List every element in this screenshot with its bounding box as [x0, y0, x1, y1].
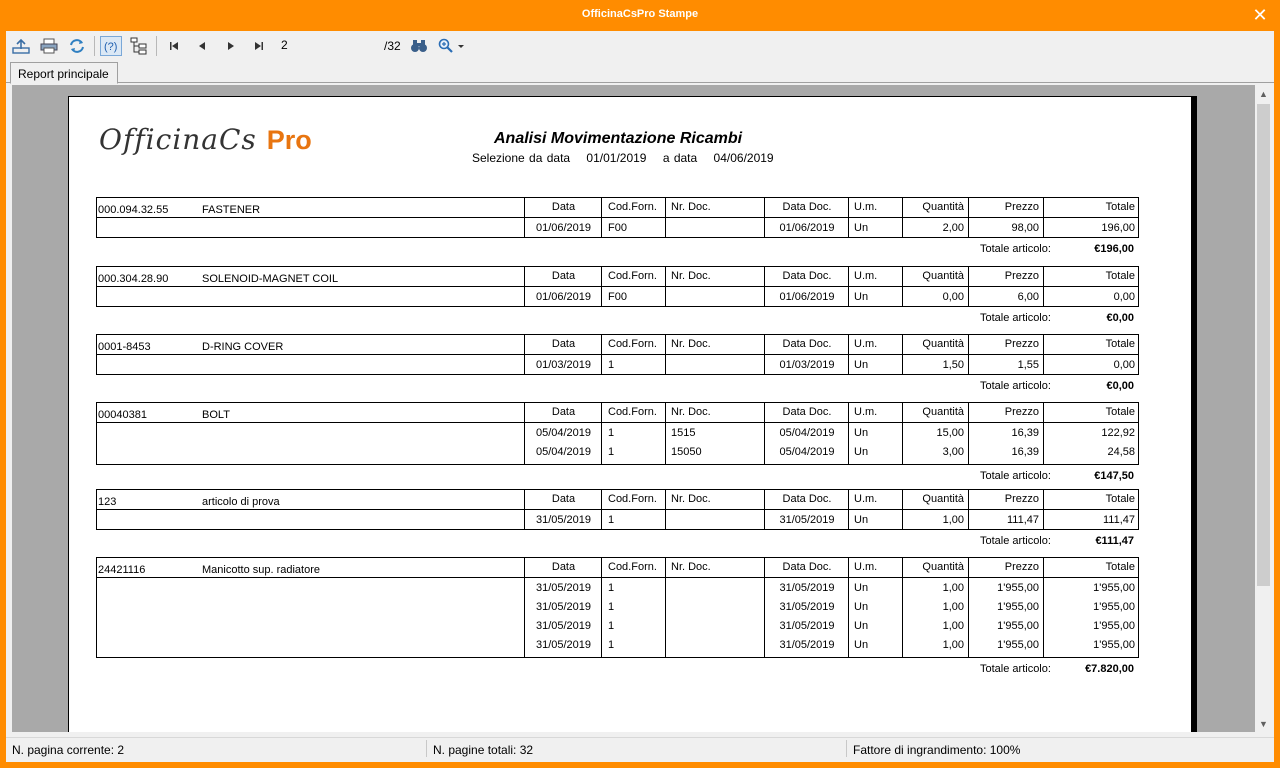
table-row [97, 218, 1138, 237]
column-header: Quantità [922, 338, 964, 350]
article-table [96, 402, 1139, 465]
cell-total: 122,92 [1101, 427, 1135, 439]
export-icon [12, 38, 30, 54]
table-row [97, 510, 1138, 529]
column-header: Totale [1105, 493, 1135, 505]
scroll-down-icon[interactable]: ▼ [1259, 718, 1268, 729]
column-header: Cod.Forn. [608, 270, 657, 282]
column-divider [524, 335, 525, 374]
article-code: 000.304.28.90 [98, 273, 169, 285]
article-name: Manicotto sup. radiatore [202, 564, 321, 576]
column-header: U.m. [854, 270, 878, 282]
column-header: Nr. Doc. [671, 338, 711, 350]
report-selection [472, 151, 786, 165]
status-current-page: N. pagina corrente: 2 [12, 743, 125, 757]
column-divider [902, 403, 903, 464]
column-header: U.m. [854, 406, 878, 418]
window-title: OfficinaCsPro Stampe [581, 8, 699, 20]
column-header: Prezzo [1004, 201, 1039, 213]
cell-supplier-code: 1 [608, 427, 615, 439]
article-table [96, 557, 1139, 658]
column-header: Data [551, 201, 576, 213]
column-divider [1043, 267, 1044, 306]
column-header: Data Doc. [782, 338, 832, 350]
cell-price: 111,47 [1006, 514, 1039, 526]
toolbar-separator [156, 36, 157, 56]
tree-view-button[interactable] [128, 36, 150, 56]
article-name: D-RING COVER [202, 341, 284, 353]
column-header: Data Doc. [782, 406, 832, 418]
last-page-button[interactable] [248, 36, 270, 56]
cell-unit: Un [854, 582, 869, 594]
cell-doc-date: 01/06/2019 [779, 222, 835, 234]
column-divider [902, 558, 903, 657]
column-divider [665, 267, 666, 306]
status-bar [6, 737, 1274, 758]
table-row [97, 616, 1138, 635]
date-to-label: a data [662, 151, 698, 165]
cell-supplier-code: 1 [608, 601, 615, 613]
column-divider [524, 198, 525, 237]
zoom-icon [438, 38, 454, 54]
scroll-up-icon[interactable]: ▲ [1259, 88, 1268, 99]
svg-text:(?): (?) [104, 41, 118, 53]
column-divider [601, 558, 602, 657]
status-total-pages: N. pagine totali: 32 [433, 743, 534, 757]
column-header: Data Doc. [782, 493, 832, 505]
total-value: €147,50 [1094, 470, 1134, 482]
cell-total: 0,00 [1113, 359, 1135, 371]
print-button[interactable] [38, 36, 60, 56]
chevron-down-icon [457, 42, 465, 50]
column-divider [524, 490, 525, 529]
column-divider [968, 558, 969, 657]
article-code: 00040381 [98, 409, 147, 421]
date-to: 04/06/2019 [713, 151, 774, 165]
cell-supplier-code: 1 [608, 620, 615, 632]
column-divider [764, 558, 765, 657]
total-label: Totale articolo: [980, 535, 1051, 547]
officinacs-logo [99, 123, 312, 156]
cell-quantity: 1,00 [942, 514, 964, 526]
article-code: 24421116 [98, 564, 146, 576]
column-header: Prezzo [1004, 406, 1039, 418]
cell-supplier-code: 1 [608, 639, 615, 651]
column-divider [902, 490, 903, 529]
column-header: Data Doc. [782, 561, 832, 573]
page-number-input[interactable] [279, 37, 379, 53]
column-divider [764, 403, 765, 464]
column-divider [968, 198, 969, 237]
cell-quantity: 3,00 [942, 446, 964, 458]
total-value: €111,47 [1095, 535, 1134, 547]
next-page-button[interactable] [220, 36, 242, 56]
article-code: 123 [98, 496, 117, 508]
column-divider [524, 558, 525, 657]
report-page [68, 96, 1192, 732]
cell-unit: Un [854, 291, 869, 303]
title-bar [0, 0, 1280, 31]
cell-doc-number: 1515 [671, 427, 696, 439]
article-total [96, 238, 1139, 258]
article-name: SOLENOID-MAGNET COIL [202, 273, 339, 285]
help-button[interactable] [100, 36, 122, 56]
column-header: Quantità [922, 406, 964, 418]
column-header: Nr. Doc. [671, 201, 711, 213]
cell-date: 05/04/2019 [535, 427, 592, 439]
article-header-row [97, 267, 1138, 287]
column-divider [1043, 403, 1044, 464]
help-icon [102, 38, 120, 54]
toolbar [6, 31, 1274, 60]
cell-supplier-code: 1 [608, 446, 615, 458]
cell-unit: Un [854, 222, 869, 234]
column-divider [764, 267, 765, 306]
column-header: Prezzo [1004, 493, 1039, 505]
previous-page-button[interactable] [191, 36, 213, 56]
article-block [96, 557, 1139, 678]
cell-date: 01/06/2019 [535, 222, 592, 234]
column-header: Totale [1105, 201, 1135, 213]
cell-total: 111,47 [1102, 514, 1135, 526]
cell-price: 6,00 [1017, 291, 1039, 303]
vertical-scrollbar[interactable] [1255, 85, 1272, 732]
cell-quantity: 1,00 [942, 620, 964, 632]
article-block [96, 334, 1139, 395]
cell-unit: Un [854, 639, 869, 651]
cell-supplier-code: 1 [608, 582, 615, 594]
search-button[interactable] [408, 36, 430, 56]
cell-total: 1'955,00 [1093, 582, 1135, 594]
column-divider [1043, 490, 1044, 529]
table-row [97, 423, 1138, 442]
cell-price: 1'955,00 [997, 639, 1039, 651]
column-header: Data [551, 561, 576, 573]
table-row [97, 578, 1138, 597]
article-block [96, 402, 1139, 485]
column-header: Cod.Forn. [608, 201, 657, 213]
article-table [96, 197, 1139, 238]
column-header: U.m. [854, 493, 878, 505]
total-label: Totale articolo: [980, 663, 1051, 675]
table-row [97, 635, 1138, 654]
first-page-icon [168, 40, 180, 52]
cell-total: 196,00 [1101, 222, 1135, 234]
column-divider [968, 490, 969, 529]
client-area [6, 31, 1274, 762]
column-header: Cod.Forn. [608, 406, 657, 418]
tree-icon [130, 37, 148, 55]
article-rows [97, 355, 1138, 374]
cell-price: 16,39 [1011, 427, 1039, 439]
column-header: Cod.Forn. [608, 561, 657, 573]
article-block [96, 197, 1139, 258]
column-divider [902, 267, 903, 306]
column-header: Quantità [922, 561, 964, 573]
cell-price: 16,39 [1011, 446, 1039, 458]
cell-date: 31/05/2019 [535, 601, 592, 613]
cell-price: 1,55 [1017, 359, 1039, 371]
article-block [96, 489, 1139, 550]
first-page-button[interactable] [163, 36, 185, 56]
cell-price: 1'955,00 [997, 601, 1039, 613]
total-label: Totale articolo: [980, 312, 1051, 324]
column-header: Quantità [922, 493, 964, 505]
column-divider [764, 490, 765, 529]
cell-doc-date: 31/05/2019 [779, 514, 835, 526]
cell-supplier-code: 1 [608, 359, 615, 371]
column-divider [848, 267, 849, 306]
cell-total: 1'955,00 [1093, 601, 1135, 613]
column-header: Data [551, 270, 576, 282]
cell-doc-date: 05/04/2019 [779, 427, 835, 439]
cell-unit: Un [854, 514, 869, 526]
column-header: Cod.Forn. [608, 493, 657, 505]
total-label: Totale articolo: [980, 380, 1051, 392]
cell-date: 01/06/2019 [535, 291, 592, 303]
article-total [96, 530, 1139, 550]
cell-quantity: 15,00 [936, 427, 964, 439]
column-divider [848, 558, 849, 657]
column-divider [665, 490, 666, 529]
cell-unit: Un [854, 446, 869, 458]
total-label: Totale articolo: [980, 243, 1051, 255]
table-row [97, 355, 1138, 374]
column-divider [848, 335, 849, 374]
article-rows [97, 218, 1138, 237]
cell-unit: Un [854, 601, 869, 613]
selection-label: Selezione da data [472, 151, 571, 165]
cell-doc-date: 31/05/2019 [779, 582, 835, 594]
column-header: Totale [1105, 338, 1135, 350]
column-header: Totale [1105, 561, 1135, 573]
cell-quantity: 1,00 [942, 639, 964, 651]
cell-date: 31/05/2019 [535, 582, 592, 594]
total-value: €196,00 [1094, 243, 1134, 255]
column-header: Quantità [922, 201, 964, 213]
article-total [96, 465, 1139, 485]
logo-pro: Pro [266, 125, 312, 155]
article-block [96, 266, 1139, 327]
column-header: Data Doc. [782, 270, 832, 282]
column-divider [968, 267, 969, 306]
cell-doc-number: 15050 [671, 446, 702, 458]
tab-strip [6, 60, 1274, 83]
column-header: Nr. Doc. [671, 406, 711, 418]
column-header: Totale [1105, 406, 1135, 418]
column-header: Data Doc. [782, 201, 832, 213]
article-name: BOLT [202, 409, 230, 421]
article-code: 000.094.32.55 [98, 204, 169, 216]
cell-date: 01/03/2019 [535, 359, 592, 371]
column-divider [524, 267, 525, 306]
close-icon[interactable]: ✕ [1252, 5, 1268, 25]
column-divider [1043, 558, 1044, 657]
article-header-row [97, 335, 1138, 355]
next-icon [225, 40, 237, 52]
article-header-row [97, 490, 1138, 510]
cell-doc-date: 01/06/2019 [779, 291, 835, 303]
toolbar-separator [94, 36, 95, 56]
column-divider [601, 403, 602, 464]
table-row [97, 442, 1138, 461]
status-separator [846, 740, 847, 757]
article-rows [97, 578, 1138, 657]
column-divider [902, 335, 903, 374]
cell-quantity: 2,00 [942, 222, 964, 234]
refresh-button[interactable] [66, 36, 88, 56]
cell-quantity: 1,00 [942, 582, 964, 594]
cell-total: 0,00 [1113, 291, 1135, 303]
page-total-label: /32 [384, 39, 401, 53]
column-divider [665, 198, 666, 237]
article-rows [97, 287, 1138, 306]
cell-total: 24,58 [1107, 446, 1135, 458]
article-table [96, 266, 1139, 307]
cell-quantity: 1,50 [942, 359, 964, 371]
cell-quantity: 0,00 [942, 291, 964, 303]
column-header: Quantità [922, 270, 964, 282]
column-header: Totale [1105, 270, 1135, 282]
cell-unit: Un [854, 427, 869, 439]
cell-total: 1'955,00 [1093, 620, 1135, 632]
column-divider [848, 403, 849, 464]
article-rows [97, 423, 1138, 464]
column-divider [601, 490, 602, 529]
column-divider [601, 198, 602, 237]
cell-supplier-code: F00 [608, 222, 627, 234]
cell-doc-date: 31/05/2019 [779, 620, 835, 632]
tab-report-principale[interactable]: Report principale [10, 62, 118, 84]
cell-unit: Un [854, 359, 869, 371]
column-divider [601, 267, 602, 306]
article-total [96, 307, 1139, 327]
column-divider [665, 558, 666, 657]
table-row [97, 287, 1138, 306]
binoculars-icon [410, 38, 428, 54]
zoom-dropdown-button[interactable] [436, 36, 466, 56]
column-divider [848, 490, 849, 529]
last-page-icon [253, 40, 265, 52]
column-header: Nr. Doc. [671, 493, 711, 505]
column-divider [524, 403, 525, 464]
cell-unit: Un [854, 620, 869, 632]
refresh-icon [68, 38, 86, 54]
column-header: Nr. Doc. [671, 561, 711, 573]
column-header: U.m. [854, 561, 878, 573]
column-divider [902, 198, 903, 237]
report-preview [12, 85, 1255, 732]
column-divider [848, 198, 849, 237]
column-divider [764, 198, 765, 237]
column-header: Data [551, 338, 576, 350]
scrollbar-thumb[interactable] [1257, 104, 1270, 586]
cell-doc-date: 05/04/2019 [779, 446, 835, 458]
status-separator [426, 740, 427, 757]
cell-supplier-code: F00 [608, 291, 627, 303]
status-zoom: Fattore di ingrandimento: 100% [853, 743, 1021, 757]
cell-date: 31/05/2019 [535, 514, 592, 526]
total-value: €0,00 [1106, 312, 1134, 324]
column-divider [665, 403, 666, 464]
logo-text: OfficinaCs [99, 123, 257, 156]
article-rows [97, 510, 1138, 529]
column-divider [665, 335, 666, 374]
column-divider [764, 335, 765, 374]
column-header: Prezzo [1004, 338, 1039, 350]
previous-icon [196, 40, 208, 52]
column-divider [968, 403, 969, 464]
export-button[interactable] [10, 36, 32, 56]
column-header: U.m. [854, 201, 878, 213]
report-title: Analisi Movimentazione Ricambi [494, 130, 743, 147]
column-header: Nr. Doc. [671, 270, 711, 282]
cell-total: 1'955,00 [1093, 639, 1135, 651]
cell-price: 1'955,00 [997, 620, 1039, 632]
column-header: Prezzo [1004, 270, 1039, 282]
cell-price: 98,00 [1011, 222, 1039, 234]
cell-date: 31/05/2019 [535, 639, 592, 651]
table-row [97, 597, 1138, 616]
article-header-row [97, 558, 1138, 578]
cell-quantity: 1,00 [942, 601, 964, 613]
total-value: €7.820,00 [1085, 663, 1134, 675]
cell-doc-date: 31/05/2019 [779, 601, 835, 613]
cell-price: 1'955,00 [997, 582, 1039, 594]
article-total [96, 658, 1139, 678]
cell-supplier-code: 1 [608, 514, 615, 526]
article-table [96, 489, 1139, 530]
date-from: 01/01/2019 [586, 151, 647, 165]
total-label: Totale articolo: [980, 470, 1051, 482]
column-divider [601, 335, 602, 374]
column-header: Prezzo [1004, 561, 1039, 573]
column-divider [1043, 335, 1044, 374]
article-name: FASTENER [202, 204, 261, 216]
column-header: Cod.Forn. [608, 338, 657, 350]
article-total [96, 375, 1139, 395]
article-table [96, 334, 1139, 375]
column-header: U.m. [854, 338, 878, 350]
article-header-row [97, 198, 1138, 218]
column-divider [968, 335, 969, 374]
total-value: €0,00 [1106, 380, 1134, 392]
cell-doc-date: 01/03/2019 [779, 359, 835, 371]
cell-date: 05/04/2019 [535, 446, 592, 458]
cell-doc-date: 31/05/2019 [779, 639, 835, 651]
printer-icon [40, 38, 58, 54]
article-name: articolo di prova [202, 496, 280, 508]
article-code: 0001-8453 [98, 341, 151, 353]
column-header: Data [551, 493, 576, 505]
article-header-row [97, 403, 1138, 423]
cell-date: 31/05/2019 [535, 620, 592, 632]
column-header: Data [551, 406, 576, 418]
column-divider [1043, 198, 1044, 237]
